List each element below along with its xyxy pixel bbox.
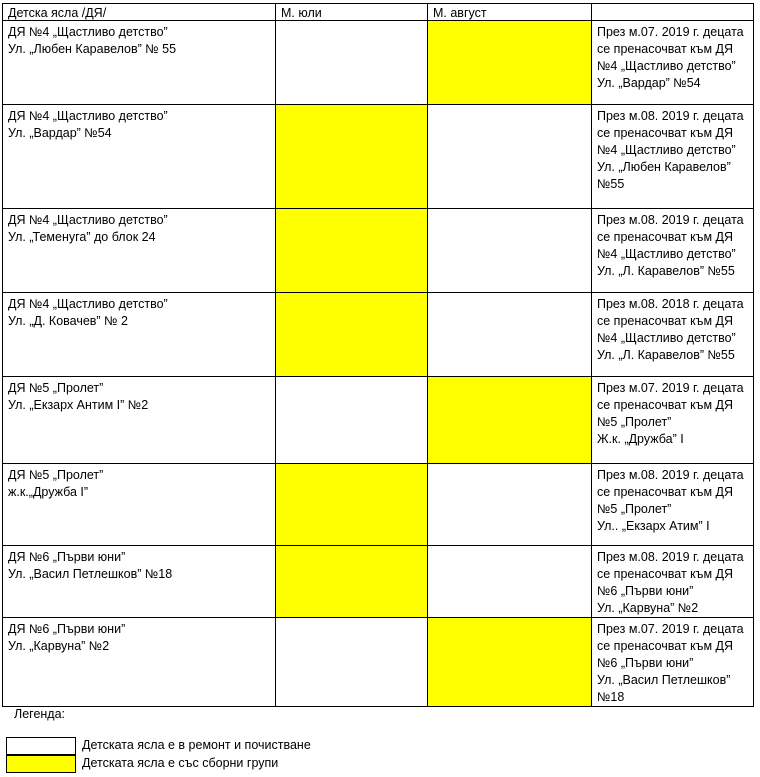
note-line: се пренасочват към ДЯ: [597, 485, 733, 499]
table-row: [3, 293, 754, 377]
note-cell: [592, 464, 754, 546]
august-cell: [428, 209, 592, 293]
note-cell: [592, 618, 754, 707]
legend-swatch-yellow: [6, 755, 76, 773]
note-line: №4 „Щастливо детство”: [597, 59, 736, 73]
nursery-cell: [3, 464, 276, 546]
nursery-line: Ул. „Теменуга” до блок 24: [8, 230, 156, 244]
table-row: [3, 464, 754, 546]
nursery-line: Ул. „Васил Петлешков” №18: [8, 567, 173, 581]
nursery-line: ДЯ №4 „Щастливо детство”: [8, 109, 168, 123]
legend-swatch-white: [6, 737, 76, 755]
nursery-line: Ул. „Д. Ковачев” № 2: [8, 314, 128, 328]
nursery-cell: [3, 618, 276, 707]
table-row: [3, 618, 754, 707]
nursery-cell: [3, 21, 276, 105]
nursery-cell: [3, 377, 276, 464]
note-line: се пренасочват към ДЯ: [597, 230, 733, 244]
note-line: През м.08. 2019 г. децата: [597, 109, 744, 123]
note-cell: [592, 105, 754, 209]
note-cell: [592, 21, 754, 105]
august-cell: [428, 618, 592, 707]
nursery-cell: [3, 546, 276, 618]
nursery-line: ДЯ №4 „Щастливо детство”: [8, 25, 168, 39]
nursery-line: Ул. „Екзарх Антим I” №2: [8, 398, 149, 412]
note-line: №6 „Първи юни”: [597, 584, 694, 598]
august-cell: [428, 546, 592, 618]
note-line: Ул. „Л. Каравелов” №55: [597, 264, 735, 278]
july-cell: [276, 464, 428, 546]
nursery-line: Ул. „Вардар” №54: [8, 126, 112, 140]
header-august: М. август: [428, 4, 592, 21]
note-line: №18: [597, 690, 625, 704]
august-cell: [428, 377, 592, 464]
note-line: №4 „Щастливо детство”: [597, 143, 736, 157]
note-line: Ул. „Карвуна” №2: [597, 601, 699, 615]
july-cell: [276, 618, 428, 707]
note-line: №4 „Щастливо детство”: [597, 331, 736, 345]
july-cell: [276, 105, 428, 209]
note-line: №5 „Пролет”: [597, 502, 672, 516]
july-cell: [276, 21, 428, 105]
july-cell: [276, 293, 428, 377]
nursery-line: ДЯ №4 „Щастливо детство”: [8, 297, 168, 311]
note-line: се пренасочват към ДЯ: [597, 639, 733, 653]
note-line: Ул. „Васил Петлешков”: [597, 673, 731, 687]
note-line: №6 „Първи юни”: [597, 656, 694, 670]
note-line: Ул. „Любен Каравелов”: [597, 160, 731, 174]
nursery-line: ДЯ №4 „Щастливо детство”: [8, 213, 168, 227]
nursery-cell: [3, 105, 276, 209]
august-cell: [428, 293, 592, 377]
july-cell: [276, 209, 428, 293]
legend-title: Легенда:: [14, 707, 66, 721]
nursery-line: ж.к.„Дружба I”: [8, 485, 89, 499]
july-cell: [276, 377, 428, 464]
note-line: През м.08. 2019 г. децата: [597, 468, 744, 482]
nursery-line: ДЯ №5 „Пролет”: [8, 468, 104, 482]
july-cell: [276, 546, 428, 618]
note-line: се пренасочват към ДЯ: [597, 42, 733, 56]
note-line: №4 „Щастливо детство”: [597, 247, 736, 261]
august-cell: [428, 21, 592, 105]
note-line: През м.08. 2019 г. децата: [597, 213, 744, 227]
table-row: [3, 377, 754, 464]
note-line: През м.08. 2018 г. децата: [597, 297, 744, 311]
note-line: През м.07. 2019 г. децата: [597, 381, 744, 395]
header-nursery: Детска ясла /ДЯ/: [3, 4, 276, 21]
nursery-line: ДЯ №5 „Пролет”: [8, 381, 104, 395]
header-note: [592, 4, 754, 21]
note-line: Ул. „Л. Каравелов” №55: [597, 348, 735, 362]
note-line: се пренасочват към ДЯ: [597, 314, 733, 328]
note-line: Ул. „Вардар” №54: [597, 76, 701, 90]
header-row: [3, 4, 754, 21]
nursery-line: Ул. „Карвуна” №2: [8, 639, 110, 653]
table-row: [3, 21, 754, 105]
nursery-line: ДЯ №6 „Първи юни”: [8, 550, 126, 564]
note-line: №5 „Пролет”: [597, 415, 672, 429]
note-cell: [592, 209, 754, 293]
note-line: се пренасочват към ДЯ: [597, 567, 733, 581]
note-line: Ул.. „Екзарх Атим” I: [597, 519, 710, 533]
note-line: През м.07. 2019 г. децата: [597, 25, 744, 39]
note-line: През м.08. 2019 г. децата: [597, 550, 744, 564]
note-line: През м.07. 2019 г. децата: [597, 622, 744, 636]
note-line: се пренасочват към ДЯ: [597, 126, 733, 140]
nursery-cell: [3, 209, 276, 293]
nursery-line: Ул. „Любен Каравелов” № 55: [8, 42, 177, 56]
note-cell: [592, 293, 754, 377]
note-cell: [592, 377, 754, 464]
note-line: №55: [597, 177, 625, 191]
table-row: [3, 209, 754, 293]
table-row: [3, 546, 754, 618]
august-cell: [428, 105, 592, 209]
schedule-table: [2, 3, 754, 707]
note-cell: [592, 546, 754, 618]
august-cell: [428, 464, 592, 546]
legend-label-repair: Детската ясла е в ремонт и почистване: [82, 738, 311, 752]
table-row: [3, 105, 754, 209]
nursery-line: ДЯ №6 „Първи юни”: [8, 622, 126, 636]
header-july: М. юли: [276, 4, 428, 21]
note-line: се пренасочват към ДЯ: [597, 398, 733, 412]
note-line: Ж.к. „Дружба” I: [597, 432, 684, 446]
legend-label-combined: Детската ясла е със сборни групи: [82, 756, 279, 770]
nursery-cell: [3, 293, 276, 377]
